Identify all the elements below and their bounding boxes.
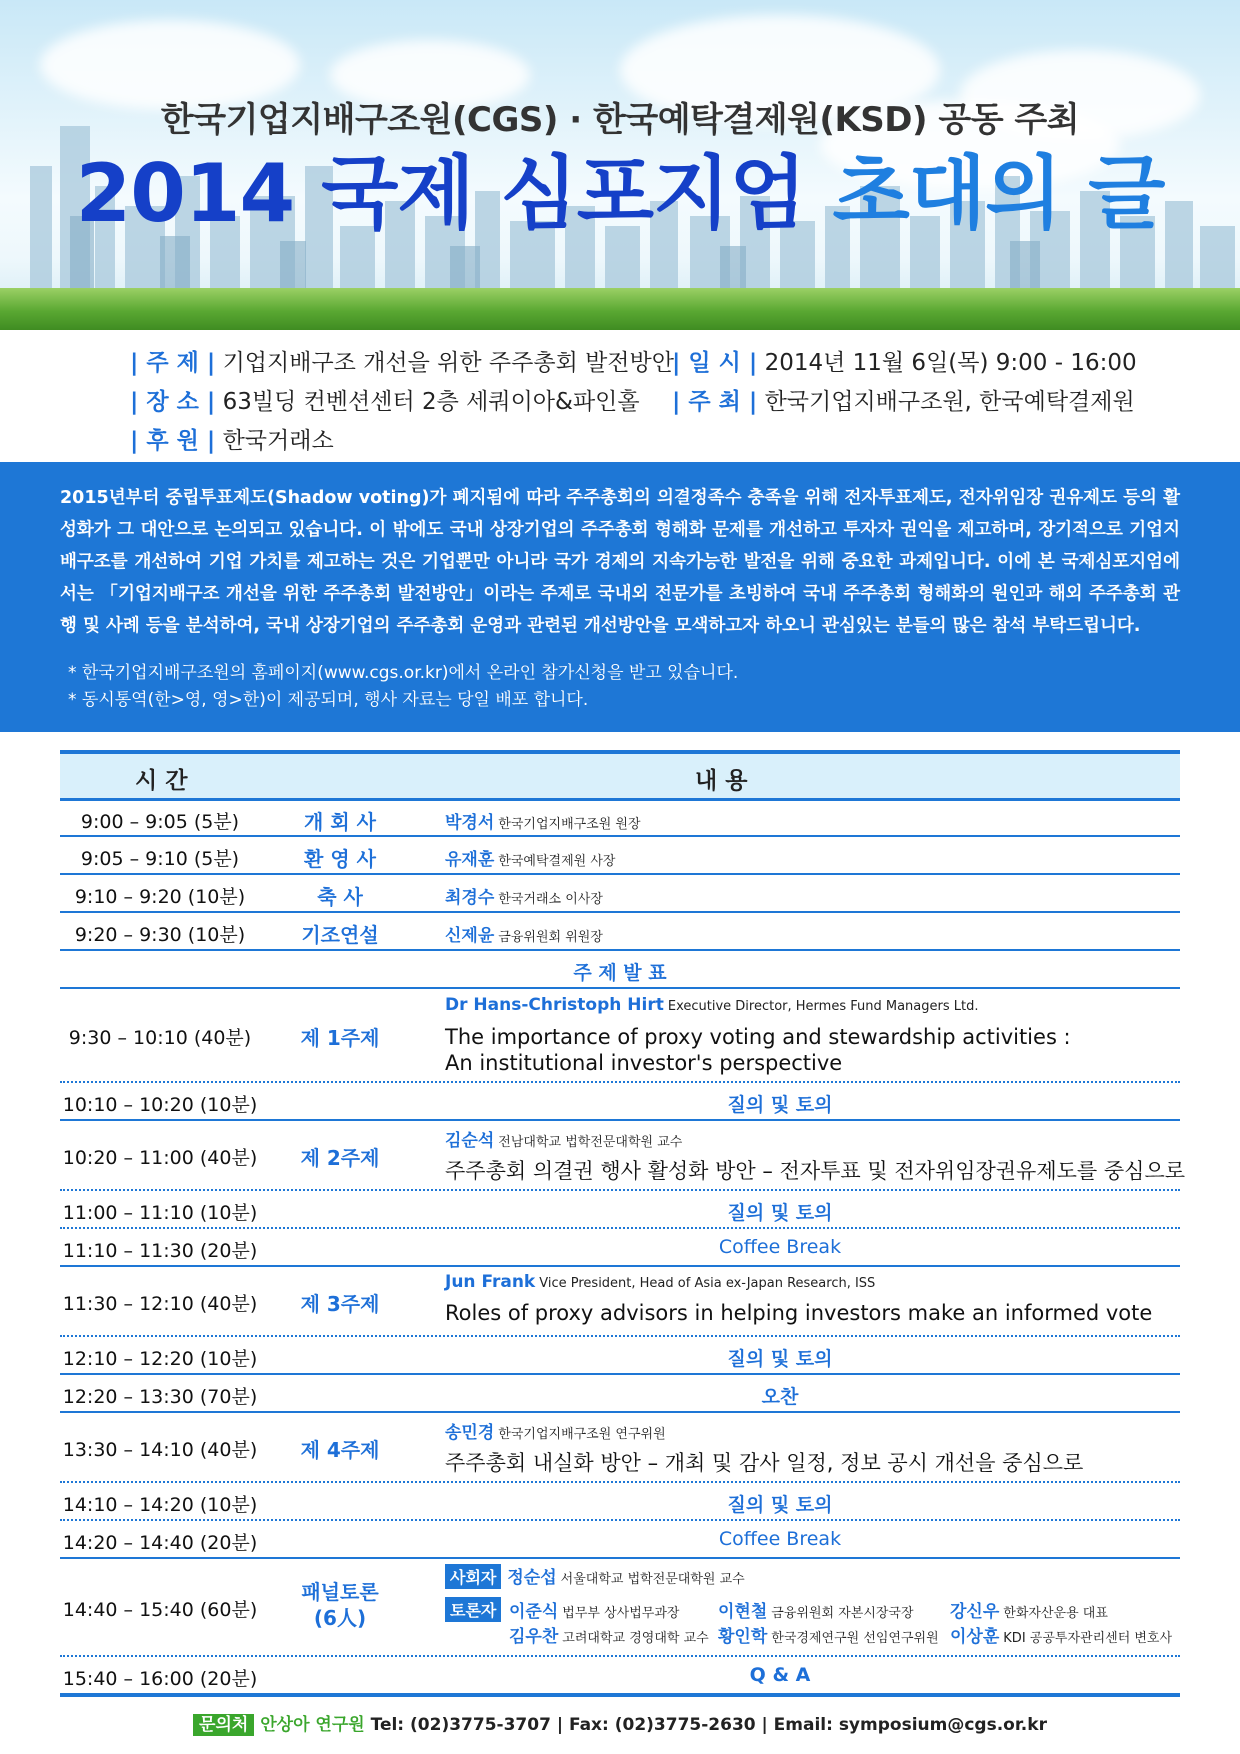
- row-time: 9:20 – 9:30 (10분): [74, 924, 246, 946]
- notes: [68, 660, 738, 714]
- speaker-affiliation: 금융위원회 위원장: [498, 930, 603, 945]
- row-time: 9:30 – 10:10 (40분): [68, 1027, 252, 1049]
- moderator-name: 정순섭 서울대학교 법학전문대학원 교수: [507, 1568, 745, 1588]
- venue-label: | 장 소 |: [130, 389, 216, 415]
- row-speaker: [445, 808, 641, 833]
- schedule-row: [60, 837, 1180, 875]
- host-row: [672, 383, 1135, 416]
- theme-value: 기업지배구조 개선을 위한 주주총회 발전방안: [222, 350, 674, 376]
- section-row: [60, 951, 1180, 989]
- panelist: 이현철 금융위원회 자본시장국장: [718, 1602, 914, 1622]
- row-time: 15:40 – 16:00 (20분): [62, 1668, 258, 1690]
- co-host-title: 한국기업지배구조원(CGS) · 한국예탁결제원(KSD) 공동 주최: [160, 100, 1080, 140]
- speaker-name: 박경서: [445, 813, 495, 833]
- row-time: 11:30 – 12:10 (40분): [62, 1293, 258, 1315]
- panel-row: [60, 1559, 1180, 1657]
- row-time: 9:00 – 9:05 (5분): [80, 811, 240, 833]
- panelist-tag: 토론자: [445, 1597, 501, 1622]
- row-category: 환 영 사: [304, 847, 376, 871]
- event-info: [0, 330, 1240, 462]
- contact-footer: [0, 1710, 1240, 1735]
- row-speaker: [445, 1126, 682, 1151]
- speaker-name: 최경수: [445, 888, 495, 908]
- row-category: 축 사: [317, 885, 363, 909]
- section-title: 주 제 발 표: [573, 962, 667, 984]
- speaker-name: 신제윤: [445, 926, 495, 946]
- moderator-affiliation: 서울대학교 법학전문대학원 교수: [560, 1572, 745, 1587]
- row-time: 14:10 – 14:20 (10분): [62, 1494, 258, 1516]
- row-category: 기조연설: [301, 923, 379, 947]
- session-topic: Roles of proxy advisors in helping investors make an informed vote: [445, 1301, 1153, 1325]
- row-speaker: [445, 1272, 875, 1292]
- session-row: [60, 1267, 1180, 1337]
- contact-tag: 문의처: [193, 1714, 254, 1736]
- panelist: 이상훈 KDI 공공투자관리센터 변호사: [950, 1627, 1173, 1647]
- date-row: [672, 344, 1137, 377]
- speaker-affiliation: 한국거래소 이사장: [498, 892, 603, 907]
- speaker-name: Jun Frank: [445, 1272, 536, 1292]
- note-registration: * 한국기업지배구조원의 홈페이지(www.cgs.or.kr)에서 온라인 참가신청을 받고 있습니다.: [68, 663, 739, 683]
- session-topic-line2: An institutional investor's perspective: [445, 1051, 843, 1075]
- session-row: [60, 1121, 1186, 1191]
- row-label: Coffee Break: [718, 1236, 842, 1258]
- row-category: 개 회 사: [304, 810, 376, 834]
- session-topic: 주주총회 의결권 행사 활성화 방안 – 전자투표 및 전자위임장권유제도를 중심으로: [445, 1159, 1186, 1183]
- col-time-header: 시 간: [135, 768, 188, 794]
- col-content-header: 내 용: [695, 768, 748, 794]
- row-time: 13:30 – 14:10 (40분): [62, 1439, 258, 1461]
- speaker-affiliation: 한국기업지배구조원 원장: [498, 817, 641, 832]
- row-label: 질의 및 토의: [727, 1094, 833, 1116]
- panel-category: 패널토론: [301, 1580, 379, 1604]
- row-time: 11:10 – 11:30 (20분): [62, 1240, 258, 1262]
- speaker-affiliation: 전남대학교 법학전문대학원 교수: [498, 1135, 683, 1150]
- theme-row: [130, 344, 674, 377]
- lunch-row: [60, 1375, 1180, 1413]
- schedule-row: [60, 875, 1180, 913]
- row-speaker: [445, 995, 978, 1015]
- session-row: [60, 1413, 1180, 1483]
- panel-count: (6人): [313, 1606, 367, 1630]
- sponsor-label: | 후 원 |: [130, 428, 216, 454]
- sponsor-value: 한국거래소: [222, 428, 334, 454]
- session-topic: The importance of proxy voting and stewardship activities :: [445, 1025, 1071, 1049]
- row-time: 12:20 – 13:30 (70분): [62, 1386, 258, 1408]
- date-value: 2014년 11월 6일(목) 9:00 - 16:00: [764, 350, 1137, 376]
- row-time: 10:10 – 10:20 (10분): [62, 1094, 258, 1116]
- row-label: Coffee Break: [718, 1528, 842, 1550]
- row-time: 12:10 – 12:20 (10분): [62, 1348, 258, 1370]
- session-topic: 주주총회 내실화 방안 – 개최 및 감사 일정, 정보 공시 개선을 중심으로: [445, 1451, 1084, 1475]
- qna-row: [60, 1083, 1180, 1121]
- schedule-header: [60, 754, 1180, 801]
- row-label: 오찬: [761, 1386, 799, 1408]
- contact-name: 안상아 연구원: [260, 1715, 365, 1735]
- main-title-part1: 2014 국제 심포지엄: [75, 147, 833, 240]
- qna-row: [60, 1191, 1180, 1229]
- row-label: Q & A: [749, 1664, 811, 1686]
- note-interpretation: * 동시통역(한>영, 영>한)이 제공되며, 행사 자료는 당일 배포 합니다.: [68, 690, 589, 710]
- row-time: 10:20 – 11:00 (40분): [62, 1147, 258, 1169]
- date-label: | 일 시 |: [672, 350, 758, 376]
- row-category: 제 3주제: [300, 1292, 380, 1316]
- break-row: [60, 1521, 1180, 1559]
- panelist-tag-wrap: [445, 1597, 507, 1622]
- schedule-row: [60, 801, 1180, 837]
- row-category: [280, 1579, 400, 1631]
- row-speaker: [445, 845, 615, 870]
- panelist: 이준식 법무부 상사법무과장: [509, 1602, 680, 1622]
- row-category: 제 2주제: [300, 1146, 380, 1170]
- row-time: 11:00 – 11:10 (10분): [62, 1202, 258, 1224]
- panelist: 김우찬 고려대학교 경영대학 교수: [509, 1627, 709, 1647]
- main-title-part2: 초대의 글: [832, 147, 1165, 240]
- moderator-line: [445, 1563, 745, 1589]
- moderator-tag: 사회자: [445, 1564, 501, 1589]
- invitation-box: [0, 462, 1240, 732]
- row-speaker: [445, 1418, 666, 1443]
- row-time: 9:10 – 9:20 (10분): [74, 886, 246, 908]
- schedule-row: [60, 913, 1180, 951]
- venue-row: [130, 383, 640, 416]
- qna-row: [60, 1483, 1180, 1521]
- panelist: 황인학 한국경제연구원 선임연구위원: [718, 1627, 939, 1647]
- row-label: 질의 및 토의: [727, 1494, 833, 1516]
- host-value: 한국기업지배구조원, 한국예탁결제원: [764, 389, 1135, 415]
- row-category: 제 1주제: [300, 1026, 380, 1050]
- speaker-affiliation: 한국예탁결제원 사장: [498, 854, 616, 869]
- row-time: 9:05 – 9:10 (5분): [80, 848, 240, 870]
- row-time: 14:20 – 14:40 (20분): [62, 1532, 258, 1554]
- speaker-name: 송민경: [445, 1423, 495, 1443]
- venue-value: 63빌딩 컨벤션센터 2층 세쿼이아&파인홀: [222, 389, 640, 415]
- contact-details: Tel: (02)3775-3707 | Fax: (02)3775-2630 | Email: symposium@cgs.or.kr: [370, 1715, 1047, 1735]
- row-speaker: [445, 921, 603, 946]
- speaker-affiliation: Vice President, Head of Asia ex-Japan Research, ISS: [539, 1276, 876, 1291]
- speaker-name: 김순석: [445, 1131, 495, 1151]
- panelist: 강신우 한화자산운용 대표: [950, 1602, 1108, 1622]
- speaker-name: Dr Hans-Christoph Hirt: [445, 995, 664, 1015]
- qa-row: [60, 1657, 1180, 1697]
- row-time: 14:40 – 15:40 (60분): [62, 1599, 258, 1621]
- host-label: | 주 최 |: [672, 389, 758, 415]
- row-category: 제 4주제: [300, 1438, 380, 1462]
- speaker-affiliation: 한국기업지배구조원 연구위원: [498, 1427, 666, 1442]
- main-title: [0, 147, 1240, 240]
- row-label: 질의 및 토의: [727, 1202, 833, 1224]
- speaker-name: 유재훈: [445, 850, 495, 870]
- sponsor-row: [130, 422, 334, 455]
- break-row: [60, 1229, 1180, 1267]
- hero-banner: [0, 0, 1240, 330]
- row-speaker: [445, 883, 603, 908]
- theme-label: | 주 제 |: [130, 350, 216, 376]
- row-label: 질의 및 토의: [727, 1348, 833, 1370]
- invitation-text: 2015년부터 중립투표제도(Shadow voting)가 폐지됨에 따라 주주총회의 의결정족수 충족을 위해 전자투표제도, 전자위임장 권유제도 등의 활성화가 그 대안으로 논의되고 있습니다. 이 밖에도 국내 상장기업의 주주총회 형해화 문제를 개선하고 투자자 권익을 제고하며, 장기적으로 기업지배구조를 개선하여 기업 가치를 제고하는 것은 기업뿐만 아니라 국가 경제의 지속가능한 발전을 위해 중요한 과제입니다. 이에 본 국제심포지엄에서는 「기업지배구조 개선을 위한 주주총회 발전방안」이라는 주제로 국내외 전문가를 초빙하여 국내 주주총회 형해화의 원인과 해외 주주총회 관행 및 사례 등을 분석하여, 국내 상장기업의 주주총회 운영과 관련된 개선방안을 모색하고자 하오니 관심있는 분들의 많은 참석 부탁드립니다.: [60, 488, 1180, 636]
- session-row: [60, 989, 1180, 1083]
- qna-row: [60, 1337, 1180, 1375]
- grass-strip: [0, 288, 1240, 330]
- speaker-affiliation: Executive Director, Hermes Fund Managers Ltd.: [667, 999, 979, 1014]
